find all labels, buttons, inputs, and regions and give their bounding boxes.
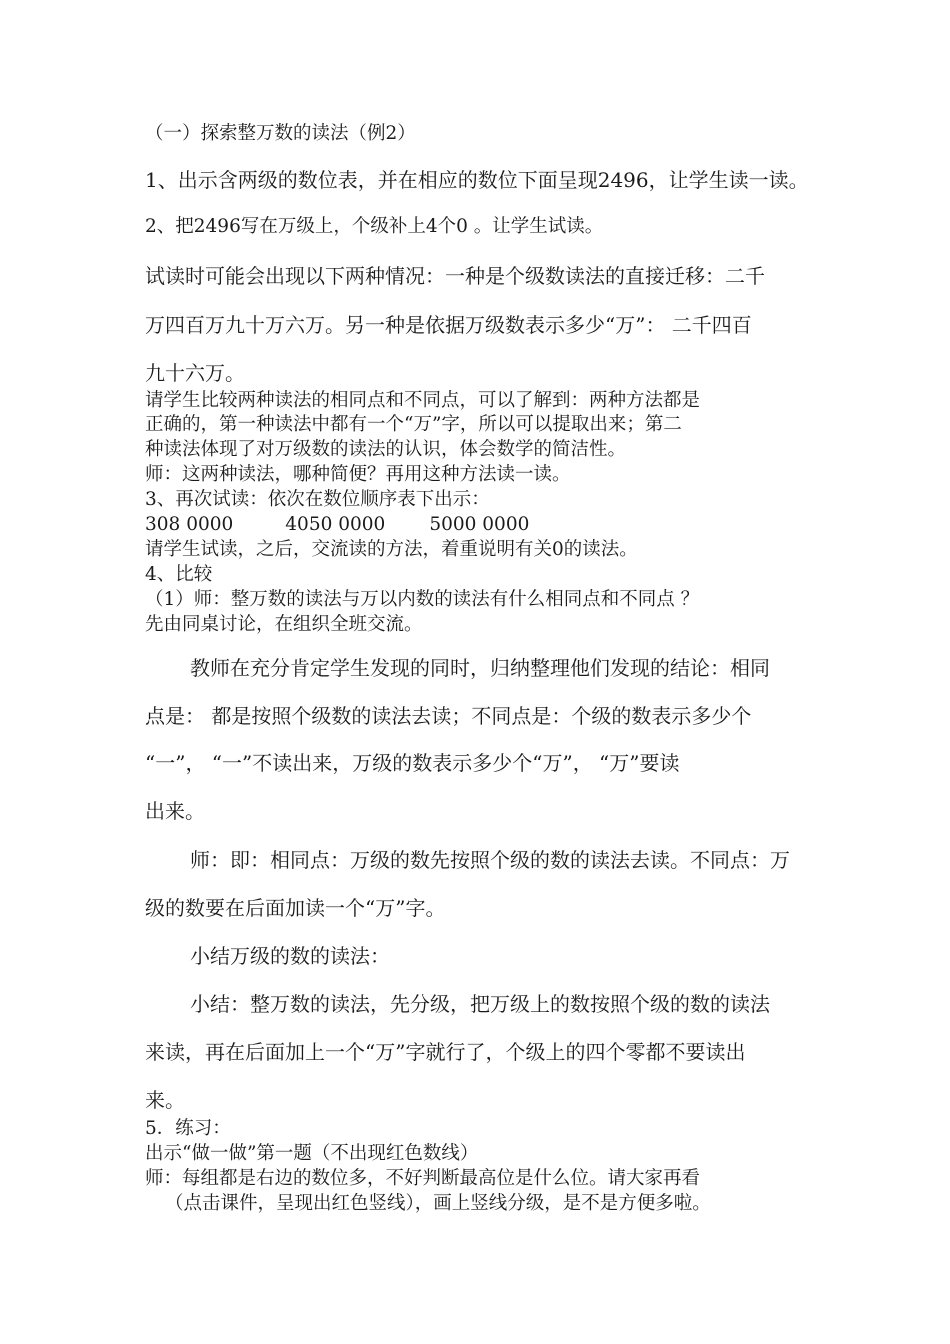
paragraph-line: （点击课件，呈现出红色竖线），画上竖线分级，是不是方便多啦。 (165, 1193, 711, 1214)
paragraph-line: 万四百万九十万六万。另一种是依据万级数表示多少“万”： 二千四百 (145, 313, 752, 337)
paragraph-line: （1）师：整万数的读法与万以内数的读法有什么相同点和不同点 ？ (145, 589, 700, 610)
paragraph-line: 师：每组都是右边的数位多，不好判断最高位是什么位。请大家再看 (145, 1168, 701, 1189)
paragraph-line: 正确的，第一种读法中都有一个“万”字，所以可以提取出来；第二 (145, 414, 682, 435)
paragraph-line: “一”， “一”不读出来，万级的数表示多少个“万”， “万”要读 (145, 751, 680, 775)
paragraph-line: 4、比较 (145, 564, 213, 585)
paragraph-line: 小结万级的数的读法： (190, 944, 390, 968)
paragraph-line: 请学生比较两种读法的相同点和不同点，可以了解到：两种方法都是 (145, 390, 701, 411)
paragraph-line: 级的数要在后面加读一个“万”字。 (145, 896, 446, 920)
paragraph-line: 师：这两种读法，哪种简便？再用这种方法读一读。 (145, 464, 571, 485)
paragraph-line: 小结：整万数的读法，先分级，把万级上的数按照个级的数的读法 (190, 992, 770, 1016)
paragraph-line: 2、把2496写在万级上，个级补上4个0 。让学生试读。 (145, 216, 604, 237)
paragraph-line: 3、再次试读：依次在数位顺序表下出示： (145, 489, 490, 510)
number-row (145, 516, 529, 535)
paragraph-line: 试读时可能会出现以下两种情况：一种是个级数读法的直接迁移：二千 (145, 264, 765, 288)
paragraph-line: 点是： 都是按照个级数的读法去读；不同点是：个级的数表示多少个 (145, 704, 752, 728)
paragraph-line: 九十六万。 (145, 361, 245, 385)
paragraph-line: 5．练习： (145, 1118, 231, 1139)
paragraph-line: 出示“做一做”第一题（不出现红色数线） (145, 1143, 479, 1164)
paragraph-line: 请学生试读，之后，交流读的方法，着重说明有关0的读法。 (145, 539, 638, 560)
paragraph-line: 1、出示含两级的数位表，并在相应的数位下面呈现2496，让学生读一读。 (145, 168, 809, 192)
paragraph-line: 先由同桌讨论，在组织全班交流。 (145, 614, 423, 635)
paragraph-line: 教师在充分肯定学生发现的同时，归纳整理他们发现的结论：相同 (190, 656, 770, 680)
paragraph-line: 来读，再在后面加上一个“万”字就行了，个级上的四个零都不要读出 (145, 1040, 746, 1064)
number-item: 308 0000 (145, 514, 234, 535)
number-item: 5000 0000 (429, 514, 530, 535)
paragraph-line: 来。 (145, 1088, 185, 1112)
paragraph-line: 师：即：相同点：万级的数先按照个级的数的读法去读。不同点：万 (190, 848, 790, 872)
paragraph-line: 种读法体现了对万级数的读法的认识，体会数学的简洁性。 (145, 439, 627, 460)
section-heading: （一）探索整万数的读法（例2） (145, 123, 416, 144)
number-item: 4050 0000 (285, 514, 386, 535)
paragraph-line: 出来。 (145, 799, 205, 823)
